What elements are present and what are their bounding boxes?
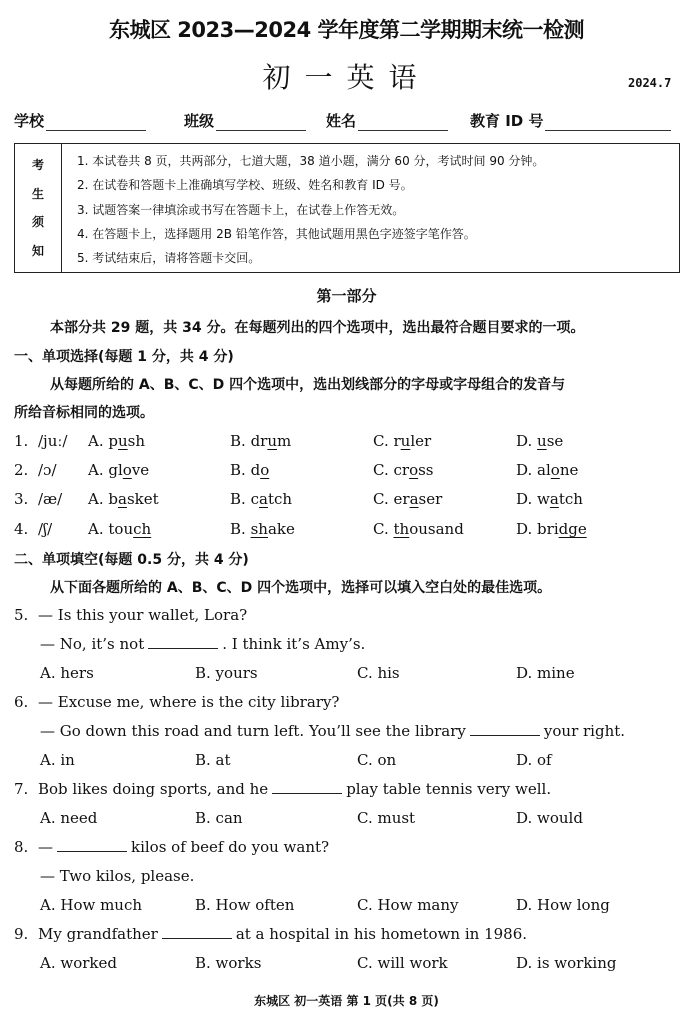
answer-option[interactable] bbox=[516, 432, 563, 450]
answer-option[interactable] bbox=[230, 520, 295, 538]
question-text: kilos of beef do you want? bbox=[131, 838, 330, 856]
answer-blank[interactable] bbox=[148, 636, 218, 649]
notice-item: 2. 在试卷和答题卡上准确填写学校、班级、姓名和教育 ID 号。 bbox=[77, 178, 413, 192]
option-letter: B. bbox=[230, 520, 246, 538]
word-part: d bbox=[250, 461, 261, 479]
question-number: 6. bbox=[14, 693, 29, 711]
question-line bbox=[38, 838, 329, 856]
answer-option[interactable]: C. his bbox=[357, 664, 400, 682]
underlined-letters: u bbox=[400, 432, 411, 450]
question-line bbox=[38, 925, 527, 943]
answer-option[interactable]: C. on bbox=[357, 751, 397, 769]
question-text: — bbox=[38, 838, 53, 856]
word-part: bri bbox=[537, 520, 559, 538]
answer-option[interactable] bbox=[516, 461, 578, 479]
question-number: 2. bbox=[14, 461, 29, 479]
phonetic-symbol: /ɔ/ bbox=[38, 461, 57, 479]
underlined-letters: o bbox=[260, 461, 270, 479]
option-letter: A. bbox=[88, 520, 104, 538]
underlined-letters: a bbox=[549, 490, 559, 508]
word-part: b bbox=[108, 490, 118, 508]
question-number: 3. bbox=[14, 490, 29, 508]
answer-option[interactable] bbox=[373, 490, 442, 508]
section1-instruction-cont: 所给音标相同的选项。 bbox=[14, 405, 154, 421]
answer-option[interactable]: D. is working bbox=[516, 954, 617, 972]
section2-instruction: 从下面各题所给的 A、B、C、D 四个选项中，选择可以填入空白处的最佳选项。 bbox=[50, 580, 552, 596]
word-part: ne bbox=[559, 461, 579, 479]
answer-option[interactable]: D. mine bbox=[516, 664, 575, 682]
underlined-letters: u bbox=[537, 432, 547, 450]
notice-label-char: 须 bbox=[31, 215, 44, 229]
word-part: se bbox=[546, 432, 564, 450]
notice-label-char: 生 bbox=[31, 187, 44, 201]
answer-option[interactable]: B. at bbox=[195, 751, 231, 769]
answer-blank[interactable] bbox=[470, 723, 540, 736]
answer-option[interactable]: D. of bbox=[516, 751, 552, 769]
answer-option[interactable] bbox=[88, 490, 159, 508]
underlined-letters: o bbox=[550, 461, 560, 479]
answer-option[interactable]: D. would bbox=[516, 809, 583, 827]
answer-option[interactable] bbox=[373, 461, 434, 479]
question-text: — No, it’s not bbox=[40, 635, 145, 653]
answer-option[interactable]: A. need bbox=[40, 809, 98, 827]
word-part: ousand bbox=[409, 520, 464, 538]
exam-date: 2024.7 bbox=[628, 76, 672, 90]
question-number: 4. bbox=[14, 520, 29, 538]
underlined-letters: u bbox=[118, 432, 128, 450]
word-part: ser bbox=[418, 490, 443, 508]
word-part: m bbox=[277, 432, 292, 450]
question-line bbox=[40, 635, 365, 653]
question-number: 7. bbox=[14, 780, 29, 798]
question-number: 5. bbox=[14, 606, 29, 624]
question-text: — Excuse me, where is the city library? bbox=[38, 693, 340, 711]
answer-option[interactable]: A. in bbox=[40, 751, 75, 769]
answer-option[interactable]: A. hers bbox=[40, 664, 94, 682]
notice-item: 1. 本试卷共 8 页，共两部分，七道大题，38 道小题，满分 60 分，考试时间 90 分钟。 bbox=[77, 154, 545, 168]
word-part: p bbox=[108, 432, 118, 450]
answer-option[interactable]: B. yours bbox=[195, 664, 258, 682]
school-field[interactable] bbox=[14, 110, 146, 131]
answer-option[interactable]: B. can bbox=[195, 809, 243, 827]
option-letter: D. bbox=[516, 461, 533, 479]
word-part: tch bbox=[558, 490, 583, 508]
class-field[interactable] bbox=[184, 110, 306, 131]
phonetic-symbol: /æ/ bbox=[38, 490, 63, 508]
class-label: 班级 bbox=[184, 112, 215, 130]
option-letter: A. bbox=[88, 490, 104, 508]
question-number: 8. bbox=[14, 838, 29, 856]
underlined-letters: th bbox=[393, 520, 410, 538]
word-part: ss bbox=[418, 461, 434, 479]
word-part: w bbox=[537, 490, 550, 508]
answer-option[interactable]: A. How much bbox=[40, 896, 143, 914]
word-part: c bbox=[250, 490, 259, 508]
underlined-letters: o bbox=[409, 461, 419, 479]
notice-box bbox=[14, 143, 680, 273]
part-intro: 本部分共 29 题，共 34 分。在每题列出的四个选项中，选出最符合题目要求的一项。 bbox=[50, 320, 585, 336]
answer-option[interactable]: C. How many bbox=[357, 896, 459, 914]
answer-option[interactable] bbox=[373, 432, 431, 450]
answer-option[interactable]: A. worked bbox=[40, 954, 117, 972]
option-letter: C. bbox=[373, 520, 389, 538]
answer-option[interactable] bbox=[88, 520, 151, 538]
option-letter: D. bbox=[516, 432, 533, 450]
answer-option[interactable] bbox=[88, 461, 149, 479]
word-part: tou bbox=[108, 520, 134, 538]
word-part: tch bbox=[267, 490, 293, 508]
underlined-letters: a bbox=[258, 490, 268, 508]
question-text: — Go down this road and turn left. You’ll see the library bbox=[40, 722, 466, 740]
word-part: sh bbox=[127, 432, 146, 450]
option-letter: A. bbox=[88, 461, 104, 479]
question-line bbox=[40, 867, 194, 885]
word-part: ve bbox=[131, 461, 150, 479]
question-number: 9. bbox=[14, 925, 29, 943]
word-part: ake bbox=[267, 520, 295, 538]
question-line bbox=[38, 606, 247, 624]
option-letter: B. bbox=[230, 461, 246, 479]
underlined-letters: a bbox=[409, 490, 419, 508]
section1-instruction: 从每题所给的 A、B、C、D 四个选项中，选出划线部分的字母或字母组合的发音与 bbox=[50, 377, 566, 393]
answer-option[interactable]: C. must bbox=[357, 809, 416, 827]
word-part: r bbox=[393, 432, 401, 450]
underlined-letters: a bbox=[118, 490, 127, 508]
underlined-letters: o bbox=[122, 461, 132, 479]
answer-option[interactable] bbox=[230, 432, 291, 450]
question-line bbox=[40, 722, 625, 740]
option-letter: C. bbox=[373, 490, 389, 508]
name-blank[interactable] bbox=[358, 114, 448, 131]
notice-item: 3. 试题答案一律填涂或书写在答题卡上，在试卷上作答无效。 bbox=[77, 203, 405, 217]
word-part: gl bbox=[108, 461, 123, 479]
option-letter: A. bbox=[88, 432, 104, 450]
option-letter: D. bbox=[516, 520, 533, 538]
phonetic-symbol: /juː/ bbox=[38, 432, 68, 450]
question-line bbox=[38, 693, 339, 711]
word-part: al bbox=[537, 461, 551, 479]
word-part: cr bbox=[393, 461, 410, 479]
notice-label bbox=[15, 144, 62, 272]
page-footer: 东城区 初一英语 第 1 页(共 8 页) bbox=[254, 994, 439, 1008]
notice-item: 4. 在答题卡上，选择题用 2B 铅笔作答，其他试题用黑色字迹签字笔作答。 bbox=[77, 227, 476, 241]
option-letter: D. bbox=[516, 490, 533, 508]
option-letter: B. bbox=[230, 490, 246, 508]
class-blank[interactable] bbox=[216, 114, 306, 131]
question-text: your right. bbox=[543, 722, 626, 740]
answer-blank[interactable] bbox=[162, 926, 232, 939]
phonetic-symbol: /ʃ/ bbox=[38, 520, 53, 538]
id-field[interactable] bbox=[470, 110, 671, 131]
question-text: . I think it’s Amy’s. bbox=[222, 635, 366, 653]
word-part: ler bbox=[410, 432, 432, 450]
name-label: 姓名 bbox=[326, 112, 357, 130]
answer-option[interactable] bbox=[230, 461, 269, 479]
notice-item: 5. 考试结束后，请将答题卡交回。 bbox=[77, 251, 261, 265]
exam-title: 东城区 2023—2024 学年度第二学期期末统一检测 bbox=[108, 18, 584, 42]
underlined-letters: sh bbox=[250, 520, 268, 538]
question-text: at a hospital in his hometown in 1986. bbox=[235, 925, 528, 943]
section1-heading: 一、单项选择(每题 1 分，共 4 分) bbox=[14, 349, 234, 365]
id-blank[interactable] bbox=[545, 114, 671, 131]
part-title: 第一部分 bbox=[316, 287, 377, 305]
question-text: — Is this your wallet, Lora? bbox=[38, 606, 248, 624]
answer-option[interactable] bbox=[516, 490, 583, 508]
word-part: er bbox=[393, 490, 410, 508]
answer-option[interactable]: B. How often bbox=[195, 896, 295, 914]
id-label: 教育 ID 号 bbox=[470, 112, 544, 130]
subject-title: 初一英语 bbox=[262, 61, 431, 94]
school-label: 学校 bbox=[14, 112, 45, 130]
answer-option[interactable] bbox=[516, 520, 587, 538]
answer-option[interactable] bbox=[88, 432, 145, 450]
question-text: — Two kilos, please. bbox=[40, 867, 195, 885]
question-text: Bob likes doing sports, and he bbox=[38, 780, 269, 798]
option-letter: C. bbox=[373, 432, 389, 450]
word-part: sket bbox=[126, 490, 159, 508]
notice-label-char: 知 bbox=[31, 244, 44, 258]
question-number: 1. bbox=[14, 432, 29, 450]
answer-option[interactable] bbox=[230, 490, 292, 508]
underlined-letters: ch bbox=[133, 520, 152, 538]
underlined-letters: dge bbox=[558, 520, 587, 538]
school-blank[interactable] bbox=[46, 114, 146, 131]
word-part: dr bbox=[250, 432, 268, 450]
underlined-letters: u bbox=[267, 432, 278, 450]
notice-label-char: 考 bbox=[31, 158, 44, 172]
answer-option[interactable]: C. will work bbox=[357, 954, 448, 972]
option-letter: C. bbox=[373, 461, 389, 479]
question-text: play table tennis very well. bbox=[346, 780, 552, 798]
answer-blank[interactable] bbox=[57, 839, 127, 852]
answer-option[interactable]: D. How long bbox=[516, 896, 610, 914]
answer-option[interactable] bbox=[373, 520, 464, 538]
section2-heading: 二、单项填空(每题 0.5 分，共 4 分) bbox=[14, 552, 249, 568]
name-field[interactable] bbox=[326, 110, 448, 131]
option-letter: B. bbox=[230, 432, 246, 450]
question-text: My grandfather bbox=[38, 925, 158, 943]
question-line bbox=[38, 780, 551, 798]
answer-blank[interactable] bbox=[272, 781, 342, 794]
answer-option[interactable]: B. works bbox=[195, 954, 262, 972]
